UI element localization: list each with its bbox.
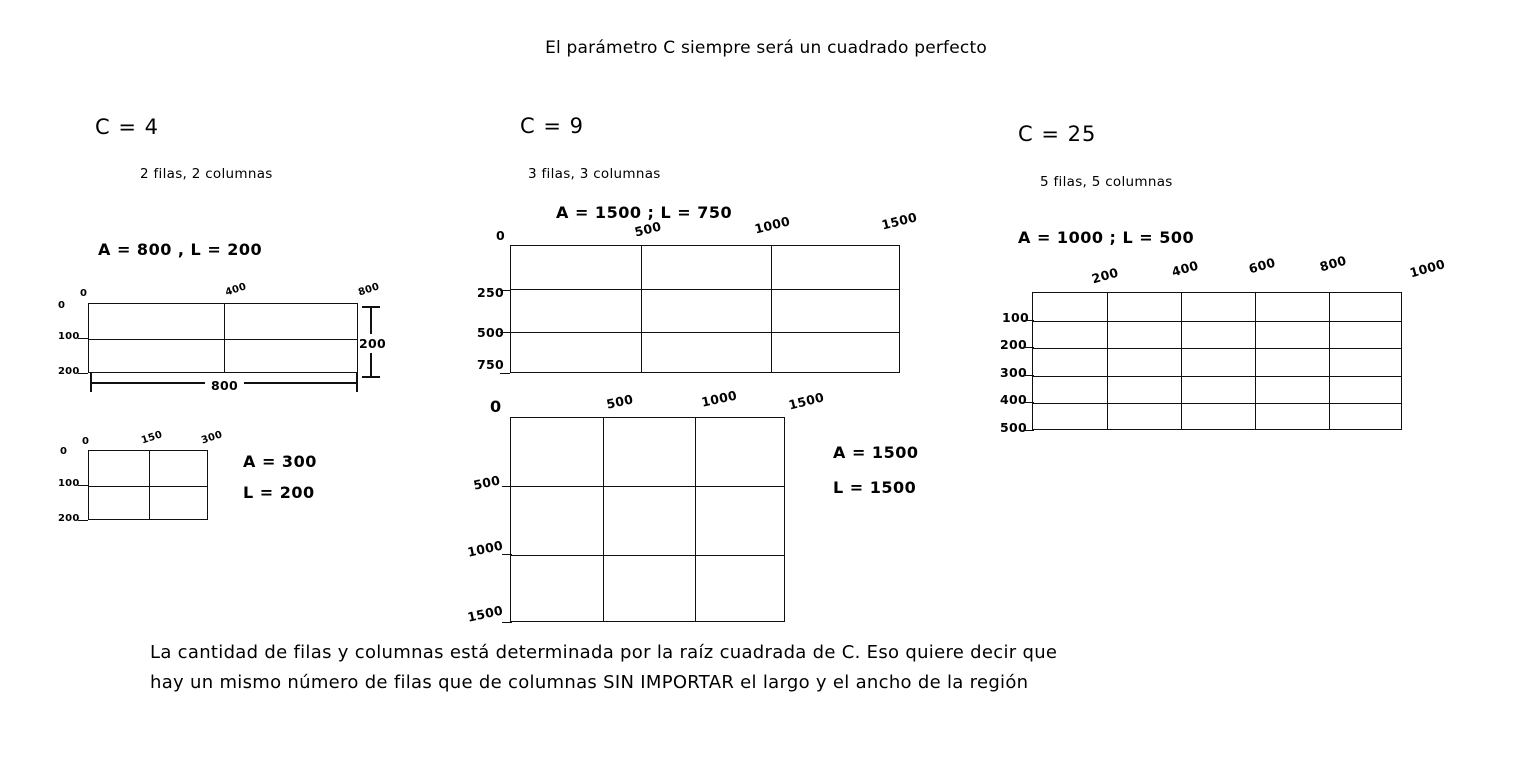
grid-line-horizontal <box>511 332 899 333</box>
axis-label-c9-2-y-2: 1000 <box>466 537 505 560</box>
axis-label-c9-2-y-3: 1500 <box>466 602 505 625</box>
axis-tick <box>502 554 512 555</box>
annotation-c9-grid2-line2: L = 1500 <box>833 478 917 497</box>
annotation-c4-grid1: A = 800 , L = 200 <box>98 240 263 259</box>
axis-label-c9-2-x-2: 1000 <box>700 387 739 410</box>
axis-tick <box>1024 402 1034 403</box>
measure-width-cap-left <box>90 372 92 392</box>
axis-tick <box>78 520 88 521</box>
axis-tick <box>78 373 88 374</box>
grid-line-vertical <box>695 418 696 621</box>
axis-label-c9-1-y-2: 500 <box>477 325 504 340</box>
grid-line-horizontal <box>89 339 357 340</box>
grid-line-vertical <box>1181 293 1182 429</box>
axis-label-c9-2-y-1: 500 <box>472 472 502 493</box>
grid-line-vertical <box>603 418 604 621</box>
axis-label-c25-1-x-1: 400 <box>1170 257 1201 280</box>
axis-label-c25-1-y-2: 300 <box>1000 365 1027 380</box>
axis-label-c9-1-y-3: 750 <box>477 357 504 372</box>
axis-label-c25-1-x-2: 600 <box>1247 254 1278 277</box>
page-title: El parámetro C siempre será un cuadrado perfecto <box>545 38 987 58</box>
axis-label-c9-1-x-3: 1500 <box>880 209 919 233</box>
grid-c9-1 <box>510 245 900 373</box>
axis-label-c4-2-y-1: 100 <box>58 478 80 489</box>
axis-label-c4-1-y-2: 200 <box>58 366 80 377</box>
axis-tick <box>1024 375 1034 376</box>
footer-note <box>150 638 1400 698</box>
grid-c9-2 <box>510 417 785 622</box>
axis-tick <box>78 485 88 486</box>
grid-line-vertical <box>771 246 772 372</box>
axis-label-c4-2-x-0: 0 <box>82 436 90 447</box>
grid-line-horizontal <box>511 289 899 290</box>
annotation-c9-grid1: A = 1500 ; L = 750 <box>556 203 733 222</box>
axis-label-c4-1-y-1: 100 <box>58 331 80 342</box>
axis-label-c25-1-y-4: 500 <box>1000 420 1027 435</box>
axis-label-c25-1-y-1: 200 <box>1000 337 1027 352</box>
case-title-c9: C = 9 <box>520 114 584 138</box>
axis-label-c9-1-x-1: 500 <box>633 218 663 240</box>
axis-label-c25-1-x-4: 1000 <box>1408 256 1447 281</box>
axis-label-c4-1-x-1: 400 <box>224 281 248 299</box>
axis-tick <box>502 486 512 487</box>
axis-label-c4-1-x-2: 800 <box>357 281 381 299</box>
grid-c4-2 <box>88 450 208 520</box>
measure-height-label-c4: 200 <box>359 336 386 351</box>
axis-tick <box>1024 430 1034 431</box>
axis-label-c9-2-x-3: 1500 <box>787 389 826 413</box>
measure-height-cap-bottom <box>362 376 380 378</box>
axis-label-c25-1-x-0: 200 <box>1090 264 1121 287</box>
axis-label-c9-1-x-2: 1000 <box>753 213 792 237</box>
grid-line-vertical <box>641 246 642 372</box>
annotation-c4-grid2-line2: L = 200 <box>243 483 315 502</box>
grid-line-vertical <box>149 451 150 519</box>
annotation-c25-grid1: A = 1000 ; L = 500 <box>1018 228 1195 247</box>
case-title-c25: C = 25 <box>1018 122 1097 146</box>
annotation-c9-grid2-line1: A = 1500 <box>833 443 919 462</box>
measure-height-cap-top <box>362 306 380 308</box>
footer-line-2: hay un mismo número de filas que de columnas SIN IMPORTAR el largo y el ancho de la región <box>150 672 1029 693</box>
axis-tick <box>500 332 510 333</box>
case-title-c4: C = 4 <box>95 115 159 139</box>
footer-line-1: La cantidad de filas y columnas está determinada por la raíz cuadrada de C. Eso quiere decir que <box>150 642 1058 663</box>
measure-width-cap-right <box>356 372 358 392</box>
grid-line-horizontal <box>89 486 207 487</box>
axis-label-c9-2-x-0: 0 <box>490 397 502 416</box>
axis-label-c25-1-y-3: 400 <box>1000 392 1027 407</box>
axis-tick <box>500 373 510 374</box>
axis-tick <box>502 622 512 623</box>
grid-line-vertical <box>1107 293 1108 429</box>
annotation-c4-grid2-line1: A = 300 <box>243 452 317 471</box>
axis-label-c4-2-x-2: 300 <box>200 429 224 447</box>
case-subtitle-c4: 2 filas, 2 columnas <box>140 166 273 182</box>
case-subtitle-c9: 3 filas, 3 columnas <box>528 166 661 182</box>
grid-line-horizontal <box>1033 376 1401 377</box>
grid-line-horizontal <box>1033 348 1401 349</box>
axis-label-c9-2-x-1: 500 <box>605 391 635 412</box>
axis-tick <box>78 338 88 339</box>
grid-line-horizontal <box>1033 321 1401 322</box>
axis-label-c4-2-y-2: 200 <box>58 513 80 524</box>
grid-line-vertical <box>1329 293 1330 429</box>
axis-label-c9-1-y-1: 250 <box>477 285 504 300</box>
grid-line-vertical <box>224 304 225 372</box>
axis-label-c25-1-y-0: 100 <box>1002 310 1029 325</box>
axis-label-c25-1-x-3: 800 <box>1318 252 1349 275</box>
axis-label-c4-1-y-0: 0 <box>58 300 66 311</box>
axis-tick <box>1024 320 1034 321</box>
grid-line-vertical <box>1255 293 1256 429</box>
axis-label-c4-2-x-1: 150 <box>140 429 164 447</box>
grid-c4-1 <box>88 303 358 373</box>
grid-c25-1 <box>1032 292 1402 430</box>
axis-tick <box>500 290 510 291</box>
grid-line-horizontal <box>511 486 784 487</box>
axis-label-c9-1-x-0: 0 <box>496 228 505 243</box>
measure-width-label-c4: 800 <box>205 378 244 393</box>
axis-tick <box>1024 347 1034 348</box>
axis-label-c4-2-y-0: 0 <box>60 446 68 457</box>
case-subtitle-c25: 5 filas, 5 columnas <box>1040 174 1173 190</box>
grid-line-horizontal <box>1033 403 1401 404</box>
axis-label-c4-1-x-0: 0 <box>80 288 88 299</box>
grid-line-horizontal <box>511 555 784 556</box>
